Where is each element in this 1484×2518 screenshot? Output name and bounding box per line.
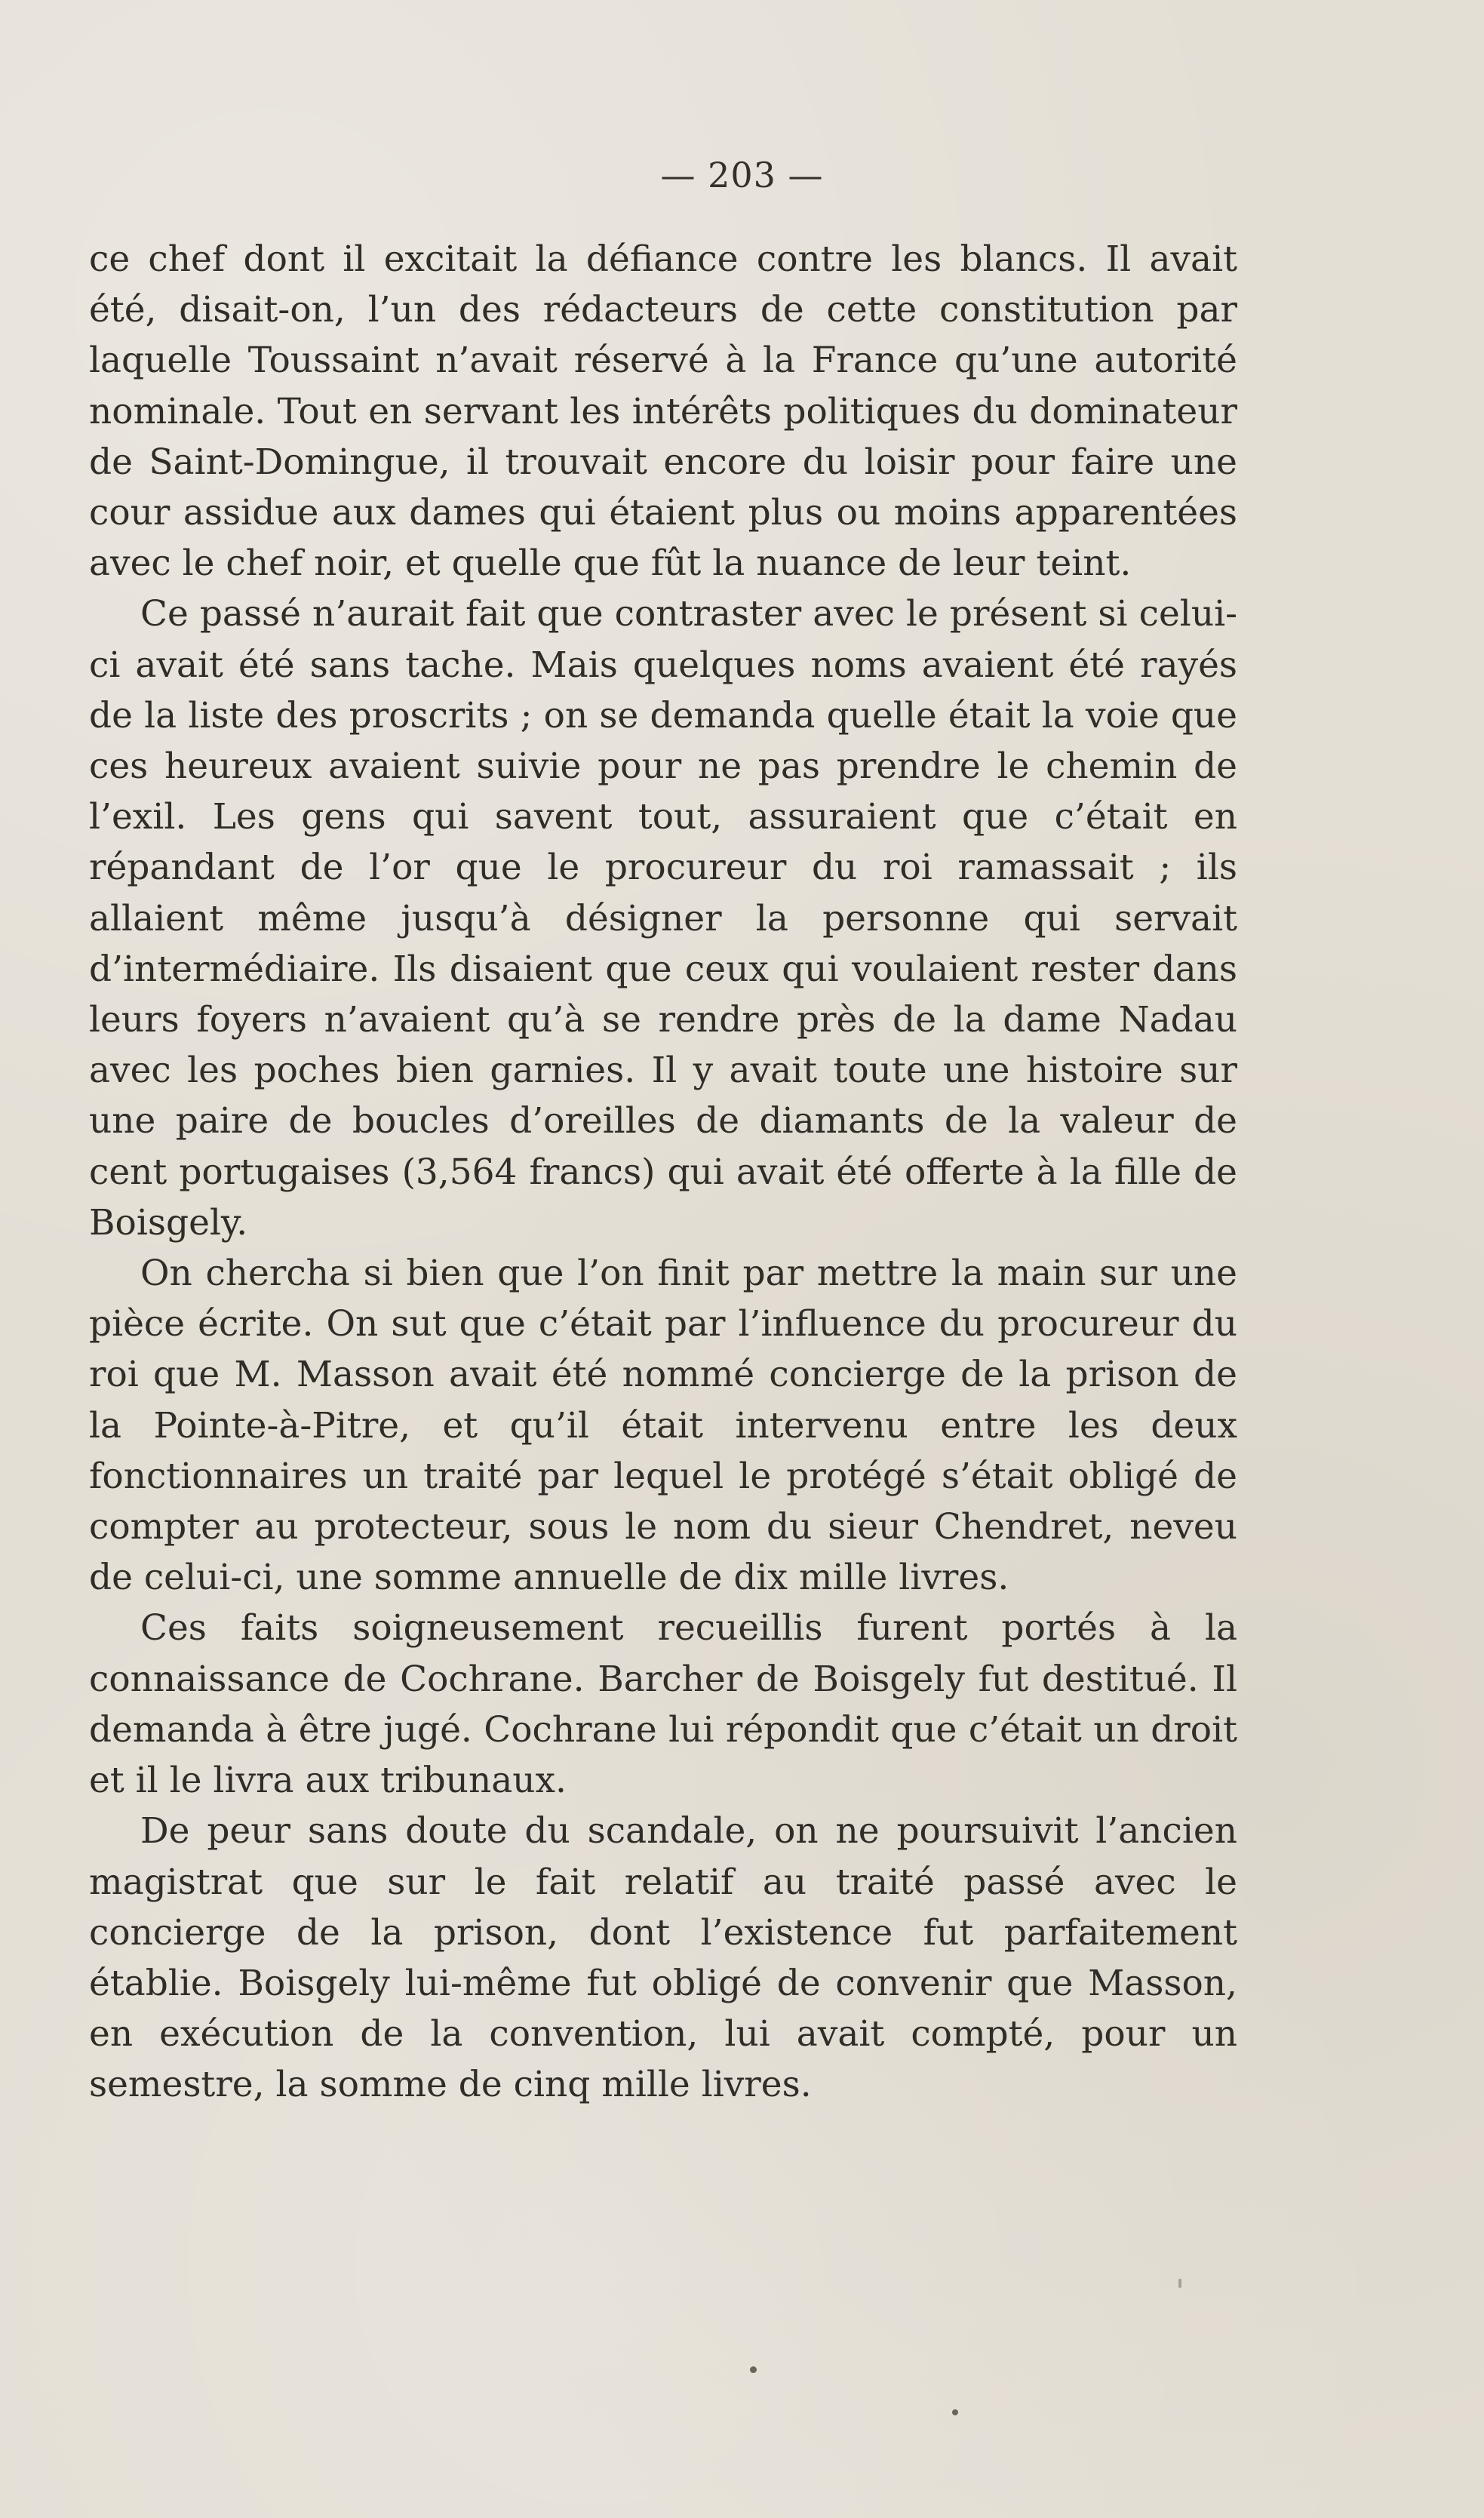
paragraph-1: ce chef dont il excitait la défiance contre les blancs. Il avait été, disait-on, l’un des rédacteurs de cette constitution par laquelle Toussaint n’avait réservé à la France qu’une autorité nominale. Tout en servant les intérêts politiques du dominateur de Saint-Domingue, il trouvait encore du loisir pour faire une cour assidue aux dames qui étaient plus ou moins apparentées avec le chef noir, et quelle que fût la nuance de leur teint. <box>89 238 1237 585</box>
body-text <box>89 234 1237 2111</box>
paper-speck <box>750 2366 757 2373</box>
paragraph-3: On chercha si bien que l’on finit par mettre la main sur une pièce écrite. On sut que c’était par l’influence du procureur du roi que M. Masson avait été nommé concierge de la prison de la Pointe-à-Pitre, et qu’il était intervenu entre les deux fonctionnaires un traité par lequel le protégé s’était obligé de compter au protecteur, sous le nom du sieur Chendret, neveu de celui-ci, une somme annuelle de dix mille livres. <box>89 1253 1237 1599</box>
paper-speck <box>1106 973 1110 977</box>
page-number: — 203 — <box>660 155 824 195</box>
paragraph-5: De peur sans doute du scandale, on ne poursuivit l’ancien magistrat que sur le fait relatif au traité passé avec le concierge de la prison, dont l’existence fut parfaitement établie. Boisgely lui-même fut obligé de convenir que Masson, en exécution de la convention, lui avait compté, pour un semestre, la somme de cinq mille livres. <box>89 1810 1237 2106</box>
paper-speck <box>952 2409 958 2415</box>
paragraph-4: Ces faits soigneusement recueillis furent portés à la connaissance de Cochrane. Barcher de Boisgely fut destitué. Il demanda à être jugé. Cochrane lui répondit que c’était un droit et il le livra aux tribunaux. <box>89 1607 1237 1802</box>
paper-speck <box>1178 2279 1181 2288</box>
paragraph-2: Ce passé n’aurait fait que contraster avec le présent si celui-ci avait été sans tache. Mais quelques noms avaient été rayés de la liste des proscrits ; on se demanda quelle était la voie que ces heureux avaient suivie pour ne pas prendre le chemin de l’exil. Les gens qui savent tout, assuraient que c’était en répandant de l’or que le procureur du roi ramassait ; ils allaient même jusqu’à désigner la personne qui servait d’intermédiaire. Ils disaient que ceux qui voulaient rester dans leurs foyers n’avaient qu’à se rendre près de la dame Nadau avec les poches bien garnies. Il y avait toute une histoire sur une paire de boucles d’oreilles de diamants de la valeur de cent portugaises (3,564 francs) qui avait été offerte à la fille de Boisgely. <box>89 593 1237 1244</box>
